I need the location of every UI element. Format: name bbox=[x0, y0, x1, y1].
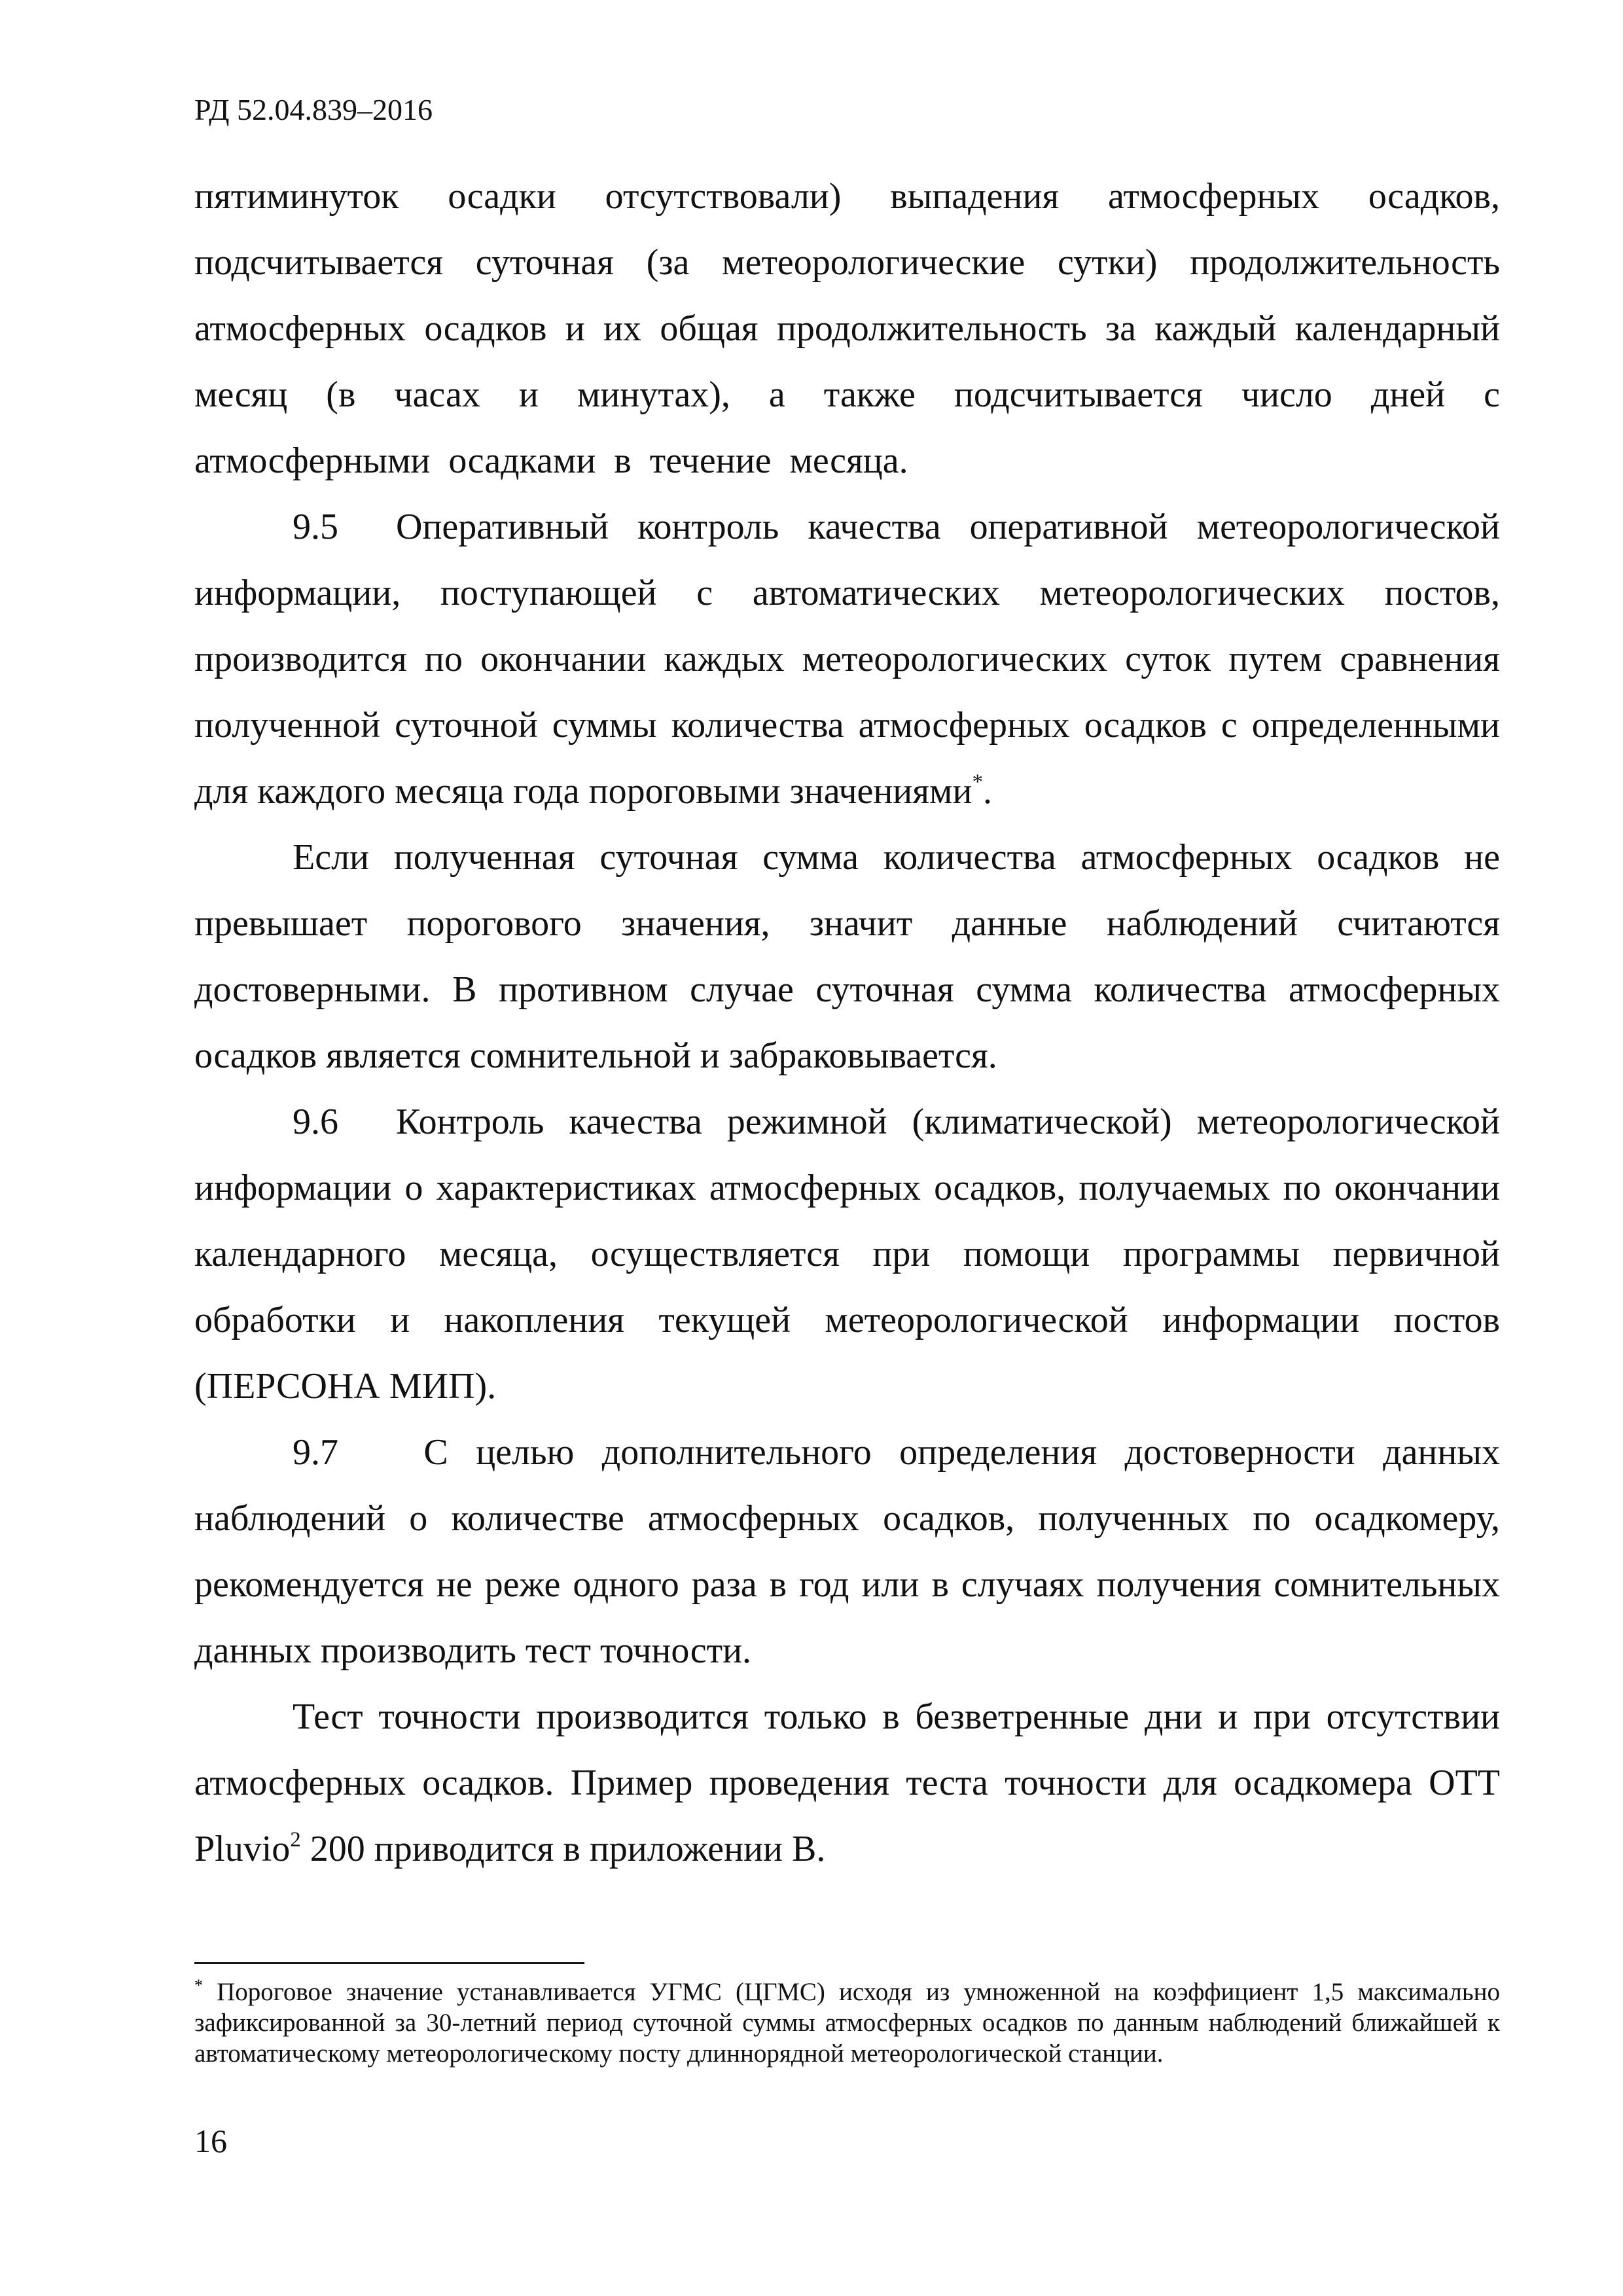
paragraph-text: Оперативный контроль качества оперативной метеорологической информации, поступающей с автоматических метеорологических постов, производится по окончании каждых метеорологических суток путем сравнения полученной суточной суммы количества атмосферных осадков с определенными для каждого месяца года пороговыми значениями bbox=[194, 507, 1500, 812]
footnote-text: Пороговое значение устанавливается УГМС (ЦГМС) исходя из умноженной на коэффициент 1,5 максимально зафиксированной за 30-летний период суточной суммы атмосферных осадков по данным наблюдений ближайшей к автоматическому метеорологическому посту длиннорядной метеорологической станции. bbox=[194, 1978, 1500, 2068]
paragraph-text: С целью дополнительного определения достоверности данных наблюдений о количестве атмосферных осадков, полученных по осадкомеру, рекомендуется не реже одного раза в год или в случаях получения сомнительных данных производить тест точности. bbox=[194, 1432, 1500, 1671]
page-number: 16 bbox=[194, 2123, 227, 2159]
clause-number: 9.7 bbox=[293, 1432, 338, 1473]
paragraph-text: Контроль качества режимной (климатической) метеорологической информации о характеристиках атмосферных осадков, получаемых по окончании календарного месяца, осуществляется при помощи программы первичной обработки и накопления текущей метеорологической информации постов (ПЕРСОНА МИП). bbox=[194, 1102, 1500, 1407]
paragraph-threshold-check: Если полученная суточная сумма количества атмосферных осадков не превышает порогового значения, значит данные наблюдений считаются достоверными. В противном случае суточная сумма количества атмосферных осадков является сомнительной и забраковывается. bbox=[194, 837, 1500, 1076]
footnote-reference: * bbox=[972, 770, 983, 794]
clause-number: 9.5 bbox=[293, 507, 338, 547]
paragraph-tail: . bbox=[982, 771, 992, 812]
paragraph-9-7 bbox=[194, 1420, 1500, 1684]
body-text bbox=[194, 164, 1500, 1882]
paragraph-9-6 bbox=[194, 1089, 1500, 1420]
clause-number: 9.6 bbox=[293, 1102, 338, 1142]
superscript: 2 bbox=[290, 1828, 301, 1852]
paragraph-continuation: пятиминуток осадки отсутствовали) выпадения атмосферных осадков, подсчитывается суточная (за метеорологические сутки) продолжительность атмосферных осадков и их общая продолжительность за каждый календарный месяц (в часах и минутах), а также подсчитывается число дней с атмосферными осадками в течение месяца. bbox=[194, 176, 1500, 481]
footnote-mark: * bbox=[194, 1976, 203, 1995]
paragraph-accuracy-test bbox=[194, 1684, 1500, 1882]
document-code-header: РД 52.04.839–2016 bbox=[194, 93, 433, 126]
footnote bbox=[194, 1977, 1500, 2069]
paragraph-9-5 bbox=[194, 494, 1500, 825]
paragraph-tail: 200 приводится в приложении В. bbox=[300, 1829, 826, 1869]
paragraph-text: Тест точности производится только в безветренные дни и при отсутствии атмосферных осадков. Пример проведения теста точности для осадкомера ОТТ Pluvio bbox=[194, 1696, 1500, 1869]
footnote-separator bbox=[194, 1962, 584, 1964]
